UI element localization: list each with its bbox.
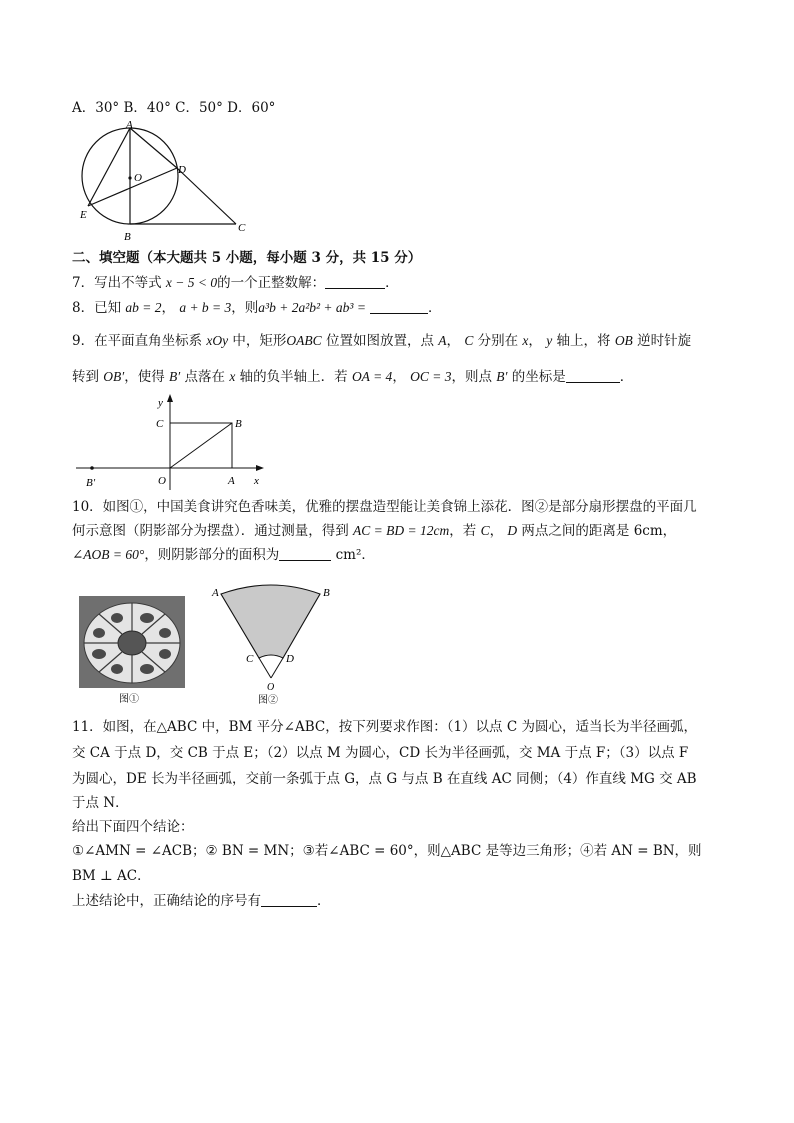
q6-label-b: B <box>124 231 131 243</box>
q8-math: a + b = 3 <box>179 300 232 315</box>
q10-text: 两点之间的距离是 6cm， <box>517 523 677 539</box>
q6-label-o: O <box>134 172 142 184</box>
q10-answer-blank[interactable] <box>279 546 331 561</box>
q9-math: x <box>522 333 529 348</box>
q10-text: ，则阴影部分的面积为 <box>144 547 280 563</box>
q9-label-a: A <box>228 475 235 487</box>
question-11-line-8 <box>72 891 331 911</box>
question-9-line-1 <box>72 331 691 351</box>
q9-text: ， <box>446 333 465 349</box>
q9-text: 轴的负半轴上．若 <box>235 369 352 385</box>
q6-circle-figure <box>78 118 258 243</box>
q10-text: 何示意图（阴影部分为摆盘）．通过测量，得到 <box>72 523 354 539</box>
q9-coordinate-figure <box>72 392 272 492</box>
q10-label-a: A <box>212 587 219 599</box>
q9-answer-blank[interactable] <box>566 368 620 383</box>
q9-label-bprime: B′ <box>86 477 96 489</box>
q10-math: ∠AOB = 60° <box>72 547 145 562</box>
q8-text: 已知 <box>94 300 126 316</box>
q10-text: ，若 <box>449 523 481 539</box>
q9-end: ． <box>619 369 634 385</box>
q10-label-c: C <box>246 653 254 665</box>
q9-label-c: C <box>156 418 164 430</box>
q9-text: ， <box>528 333 547 349</box>
q6-label-c: C <box>238 222 246 234</box>
q10-math: AC = BD = 12cm <box>353 523 450 538</box>
question-10-line-1: 10．如图①，中国美食讲究色香味美，优雅的摆盘造型能让美食锦上添花．图②是部分扇形摆盘的平面几 <box>72 499 697 515</box>
q8-text: ，则 <box>231 300 259 316</box>
question-11-line-1: 11．如图，在△ABC 中，BM 平分∠ABC，按下列要求作图：（1）以点 C 为圆心，适当长为半径画弧， <box>72 719 697 735</box>
q8-sep: ， <box>161 300 180 316</box>
q9-math: OB <box>614 333 633 348</box>
q10-label-d: D <box>286 653 294 665</box>
question-11-line-5: 给出下面四个结论： <box>72 819 194 835</box>
q9-text: 位置如图放置，点 <box>321 333 439 349</box>
q9-label-b: B <box>235 418 242 430</box>
q9-math: x <box>229 369 236 384</box>
q9-math: OA = 4 <box>351 369 393 384</box>
q9-math: OABC <box>286 333 322 348</box>
q9-math: C <box>464 333 474 348</box>
q10-label-b: B <box>323 587 330 599</box>
q8-number: 8． <box>72 300 95 316</box>
q7-answer-blank[interactable] <box>325 274 385 289</box>
q11-answer-blank[interactable] <box>261 892 317 907</box>
q9-text: 轴上，将 <box>552 333 615 349</box>
question-11-line-4: 于点 N． <box>72 795 129 811</box>
q9-math: OC = 3 <box>410 369 452 384</box>
q6-label-e: E <box>80 209 87 221</box>
q6-options: A．30° B．40° C．50° D．60° <box>72 100 276 116</box>
question-8 <box>72 298 441 318</box>
q10-sector-figure <box>204 582 334 706</box>
q9-label-y: y <box>158 397 163 409</box>
q7-number: 7． <box>72 275 95 291</box>
question-11-line-7: BM ⊥ AC． <box>72 868 151 884</box>
question-11-line-6: ①∠AMN = ∠ACB；② BN = MN；③若∠ABC = 60°，则△ABC 是等边三角形；④若 AN = BN，则 <box>72 843 702 859</box>
q9-label-o: O <box>158 475 166 487</box>
q10-fig1-caption: 图① <box>119 694 139 705</box>
q10-math: D <box>507 523 518 538</box>
q9-math: y <box>546 333 553 348</box>
q10-text: cm²． <box>331 547 375 563</box>
q8-end: ． <box>427 300 442 316</box>
q9-text: 分别在 <box>473 333 523 349</box>
q9-text: ，则点 <box>451 369 497 385</box>
q9-text: 中，矩形 <box>228 333 287 349</box>
q9-text: 在平面直角坐标系 <box>94 333 207 349</box>
q7-end: ． <box>385 275 399 291</box>
q10-text: ， <box>489 523 508 539</box>
q10-fig2-caption: 图② <box>258 695 278 706</box>
q8-math: ab = 2 <box>125 300 162 315</box>
q10-math: C <box>480 523 490 538</box>
q11-text: 上述结论中，正确结论的序号有 <box>72 893 261 909</box>
q8-answer-blank[interactable] <box>370 299 428 314</box>
q6-label-d: D <box>178 164 186 176</box>
question-11-line-2: 交 CA 于点 D，交 CB 于点 E；（2）以点 M 为圆心，CD 长为半径画弧，交 MA 于点 F；（3）以点 F <box>72 745 689 761</box>
question-10-line-2 <box>72 521 676 541</box>
section-heading: 二、填空题（本大题共 5 小题，每小题 3 分，共 15 分） <box>72 250 422 266</box>
q9-number: 9． <box>72 333 95 349</box>
q7-math: x − 5 < 0 <box>165 275 218 290</box>
q8-math: a³b + 2a²b² + ab³ = <box>258 300 366 315</box>
q9-label-x: x <box>254 475 259 487</box>
question-7 <box>72 273 399 293</box>
q9-text: ，使得 <box>124 369 170 385</box>
q10-label-o: O <box>267 682 275 693</box>
q11-end: ． <box>317 893 331 909</box>
q9-text: ， <box>392 369 411 385</box>
q9-math: A <box>438 333 447 348</box>
q7-text: 写出不等式 <box>94 275 166 291</box>
q9-text: 逆时针旋 <box>632 333 692 349</box>
question-9-line-2 <box>72 367 633 387</box>
q9-math: B′ <box>169 369 181 384</box>
q7-text: 的一个正整数解： <box>217 275 326 291</box>
q9-math: B′ <box>496 369 508 384</box>
question-10-line-3 <box>72 545 375 565</box>
q9-text: 的坐标是 <box>507 369 566 385</box>
q6-label-a: A <box>126 119 133 131</box>
q9-math: xOy <box>206 333 229 348</box>
q9-text: 点落在 <box>180 369 230 385</box>
q9-text: 转到 <box>72 369 104 385</box>
q10-plate-photo <box>79 596 185 706</box>
question-11-line-3: 为圆心，DE 长为半径画弧，交前一条弧于点 G，点 G 与点 B 在直线 AC 同侧；（4）作直线 MG 交 AB <box>72 771 697 787</box>
q9-math: OB′ <box>103 369 125 384</box>
